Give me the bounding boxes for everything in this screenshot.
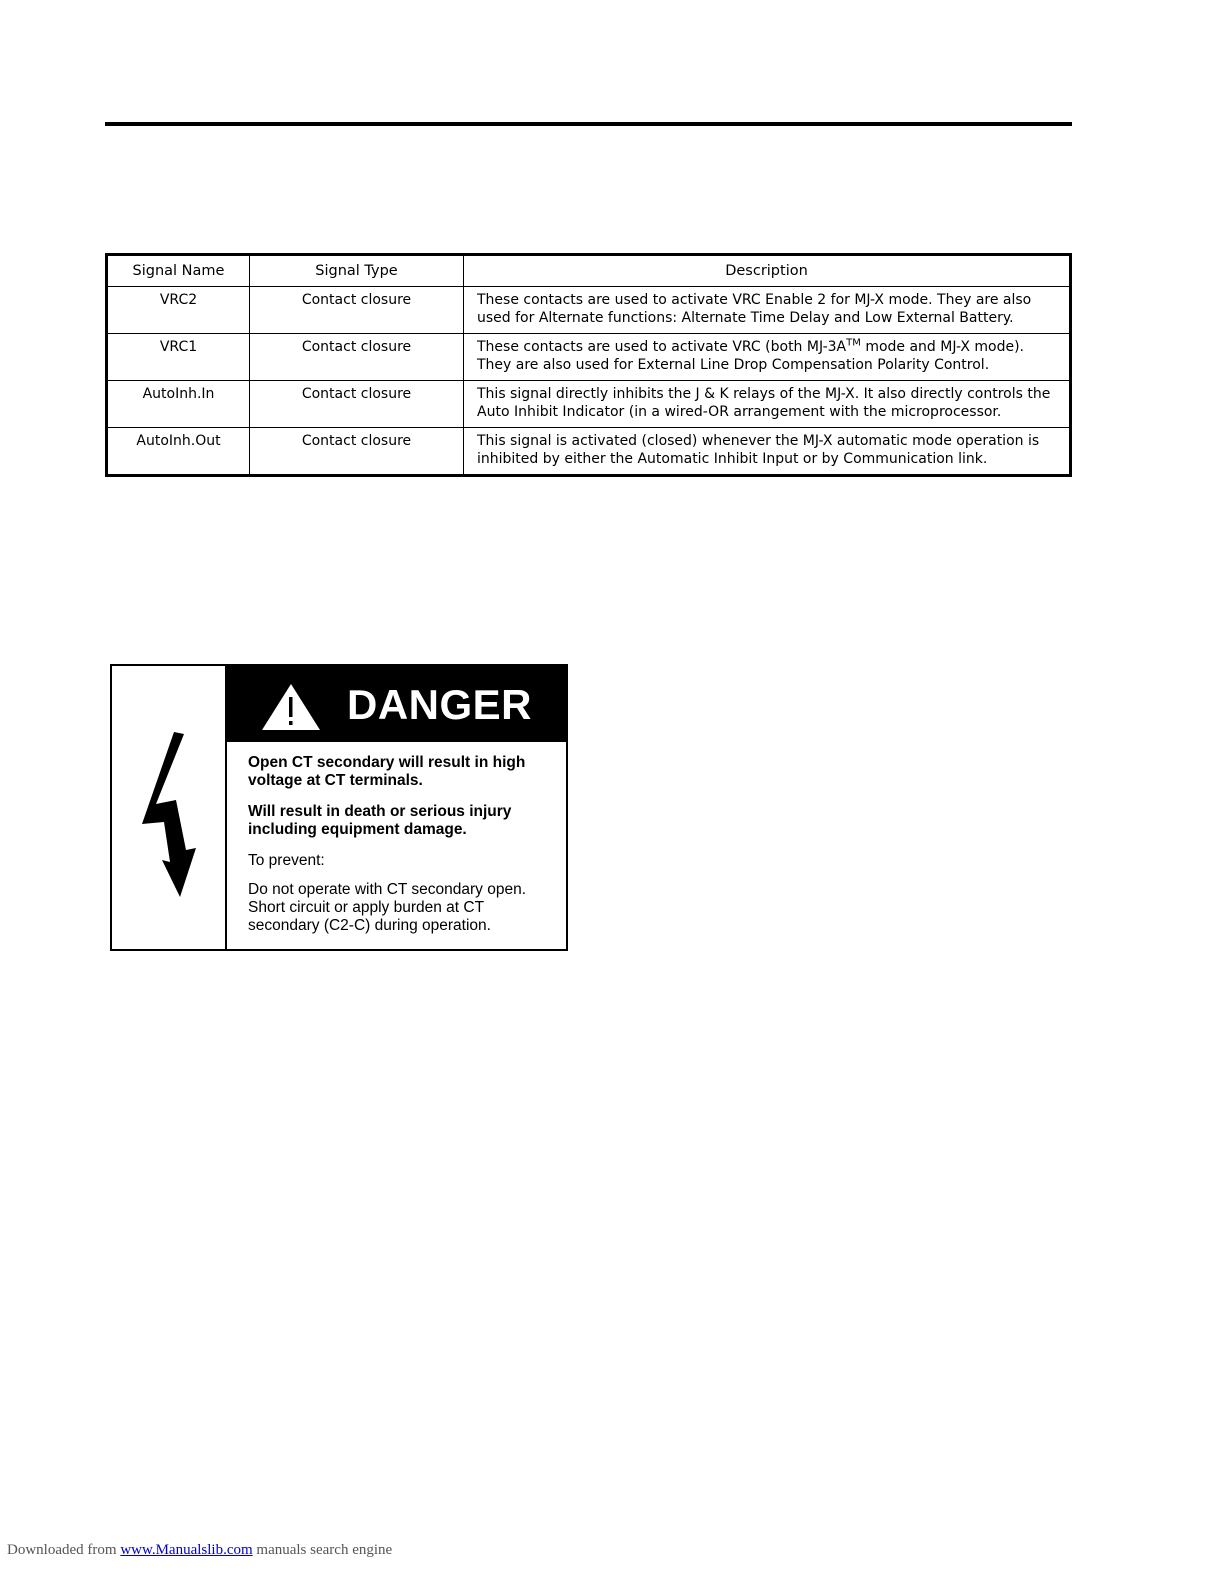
danger-text-line: Open CT secondary will result in high [248, 754, 526, 771]
danger-box [110, 664, 568, 951]
signal-table [105, 253, 1072, 477]
cell-signal-type: Contact closure [250, 381, 464, 428]
cell-description [464, 334, 1071, 381]
danger-text-line: Do not operate with CT secondary open. [248, 881, 527, 898]
danger-icon-panel [112, 666, 227, 949]
cell-description [464, 381, 1071, 428]
cell-signal-name: AutoInh.Out [107, 428, 250, 476]
danger-instructions [248, 881, 546, 935]
footer-prefix: Downloaded from [7, 1542, 121, 1558]
download-footer [7, 1542, 392, 1559]
trademark-superscript: TM [846, 337, 861, 349]
desc-line: This signal directly inhibits the J & K relays of the MJ-X. It also directly controls the [477, 386, 1051, 402]
desc-line: These contacts are used to activate VRC Enable 2 for MJ-X mode. They are also [477, 292, 1032, 308]
header-signal-name: Signal Name [107, 255, 250, 287]
cell-signal-name: VRC2 [107, 287, 250, 334]
danger-header [227, 666, 566, 742]
desc-line-continued: mode and MJ-X mode). [860, 339, 1024, 355]
danger-text-line: voltage at CT terminals. [248, 772, 423, 789]
danger-consequence [248, 803, 546, 839]
danger-prevent-label: To prevent: [248, 852, 325, 869]
desc-line: Auto Inhibit Indicator (in a wired-OR arrangement with the microprocessor. [477, 404, 1002, 420]
cell-signal-type: Contact closure [250, 334, 464, 381]
danger-text-line: including equipment damage. [248, 821, 467, 838]
table-row [107, 428, 1071, 476]
cell-signal-type: Contact closure [250, 287, 464, 334]
cell-signal-name: AutoInh.In [107, 381, 250, 428]
danger-content [227, 666, 566, 949]
table-row [107, 334, 1071, 381]
cell-signal-name: VRC1 [107, 334, 250, 381]
header-description: Description [464, 255, 1071, 287]
desc-line: They are also used for External Line Drop Compensation Polarity Control. [477, 357, 990, 373]
desc-line: This signal is activated (closed) whenever the MJ-X automatic mode operation is [477, 433, 1040, 449]
cell-description [464, 428, 1071, 476]
danger-body [227, 742, 566, 948]
danger-statement [248, 754, 546, 790]
header-signal-type: Signal Type [250, 255, 464, 287]
table-row [107, 381, 1071, 428]
cell-signal-type: Contact closure [250, 428, 464, 476]
danger-title: DANGER [347, 681, 533, 728]
danger-text-line: secondary (C2-C) during operation. [248, 917, 491, 934]
top-rule [105, 122, 1072, 126]
desc-line: These contacts are used to activate VRC (both MJ-3A [477, 339, 847, 355]
danger-text-line: Will result in death or serious injury [248, 803, 512, 820]
footer-suffix: manuals search engine [252, 1542, 393, 1558]
table-row [107, 287, 1071, 334]
warning-triangle-icon [261, 683, 321, 731]
table-header-row [107, 255, 1071, 287]
desc-line: used for Alternate functions: Alternate Time Delay and Low External Battery. [477, 310, 1014, 326]
cell-description [464, 287, 1071, 334]
desc-line: inhibited by either the Automatic Inhibit Input or by Communication link. [477, 451, 988, 467]
manualslib-link[interactable]: www.Manualslib.com [120, 1542, 253, 1558]
lightning-bolt-icon [138, 732, 198, 898]
danger-text-line: Short circuit or apply burden at CT [248, 899, 485, 916]
